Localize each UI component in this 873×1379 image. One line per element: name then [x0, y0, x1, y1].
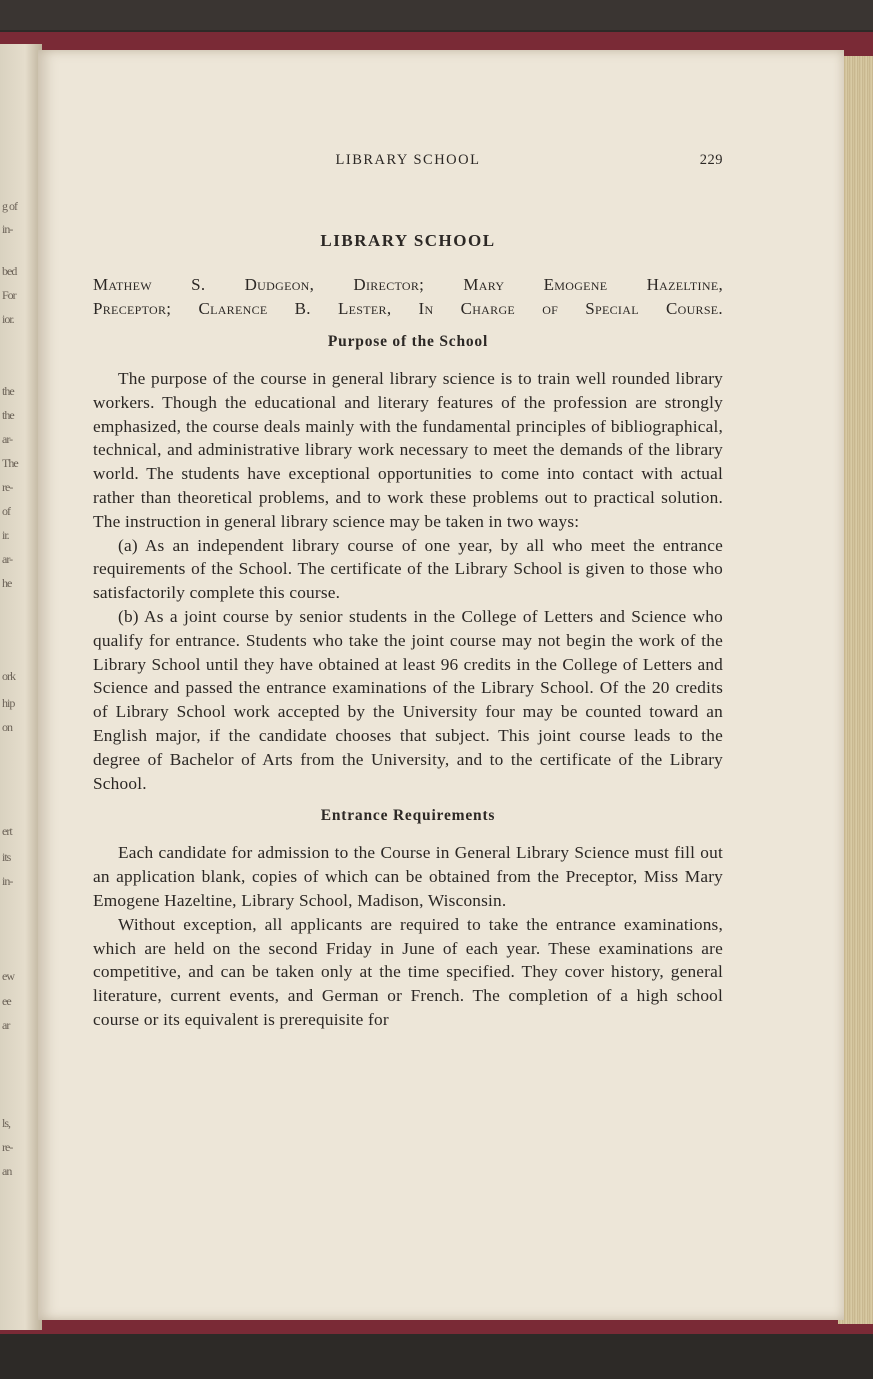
facing-page-fragment: bed [2, 264, 17, 278]
facing-page-fragment: ir. [2, 528, 9, 542]
facing-page-fragment: hip [2, 696, 15, 710]
facing-page-fragment: in- [2, 874, 13, 888]
book-binding-bottom [0, 1318, 873, 1334]
facing-page-fragment: re- [2, 480, 13, 494]
running-head [93, 152, 723, 176]
facing-page-fragment: The [2, 456, 18, 470]
running-head-title: LIBRARY SCHOOL [335, 152, 481, 168]
paragraph: Without exception, all applicants are required to take the entrance examinations, which are held on the second Friday in June of each year. These examinations are competitive, and can be taken only at the time specified. They cover history, general literature, current events, and German or French. The completion of a high school course or its equivalent is prerequisite for [93, 914, 723, 1029]
paragraph: Each candidate for admission to the Course in General Library Science must fill out an application blank, copies of which can be obtained from the Preceptor, Miss Mary Emogene Hazeltine, Library School, Madison, Wisconsin. [93, 843, 723, 910]
facing-page-fragment: ar- [2, 552, 13, 566]
facing-page-fragment: on [2, 720, 12, 734]
staff-line: Mathew S. Dudgeon, Director; Mary Emogene Hazeltine, [93, 275, 723, 294]
facing-page-fragment: of [2, 504, 10, 518]
facing-page-fragment: the [2, 408, 14, 422]
facing-page-fragment: re- [2, 1140, 13, 1154]
facing-page-fragment: ior. [2, 312, 14, 326]
facing-page-fragment: ert [2, 824, 12, 838]
facing-page-fragment: ee [2, 994, 11, 1008]
facing-page-fragment: ar- [2, 432, 13, 446]
section-body-entrance [93, 841, 723, 1031]
facing-page-fragment: in- [2, 222, 13, 236]
section-heading-entrance: Entrance Requirements [320, 807, 496, 825]
facing-page-edge [0, 44, 42, 1330]
paragraph: (b) As a joint course by senior students in the College of Letters and Science who qualify for entrance. Students who take the joint course may not begin the work of the Library School until they have obtained at least 96 credits in the College of Letters and Science and passed the entrance examinations of the Library School. Of the 20 credits of Library School work accepted by the University four may be counted toward an English major, if the candidate chooses that subject. This joint course leads to the degree of Bachelor of Arts from the University, and to the certificate of the Library School. [93, 606, 723, 793]
facing-page-fragment: For [2, 288, 16, 302]
facing-page-fragment: the [2, 384, 14, 398]
paragraph: (a) As an independent library course of one year, by all who meet the entrance requirements of the School. The certificate of the Library School is given to those who satisfactorily complete this course. [93, 535, 723, 603]
staff-line: Preceptor; Clarence B. Lester, In Charge of Special Course. [93, 299, 723, 318]
page-number: 229 [699, 152, 723, 168]
facing-page-fragment: ew [2, 969, 14, 983]
staff-listing [93, 273, 723, 321]
facing-page-fragment: he [2, 576, 12, 590]
chapter-title: LIBRARY SCHOOL [320, 231, 496, 250]
facing-page-fragment: an [2, 1164, 12, 1178]
facing-page-fragment: its [2, 850, 11, 864]
page-content [93, 152, 723, 1032]
facing-page-fragment: ar [2, 1018, 10, 1032]
paragraph: The purpose of the course in general library science is to train well rounded library workers. Though the educational and literary features of the profession are strongly emphasized, the course deals mainly with the fundamental principles of bibliographical, technical, and administrative library work necessary to meet the demands of the library world. The students have exceptional opportunities to come into contact with actual rather than theoretical problems, and to work these problems out to practical solution. The instruction in general library science may be taken in two ways: [93, 369, 723, 531]
section-heading-purpose: Purpose of the School [327, 333, 489, 350]
facing-page-fragment: ork [2, 669, 15, 683]
facing-page-fragment: ls, [2, 1116, 11, 1130]
section-body-purpose [93, 367, 723, 795]
facing-page-fragment: g of [2, 199, 17, 213]
